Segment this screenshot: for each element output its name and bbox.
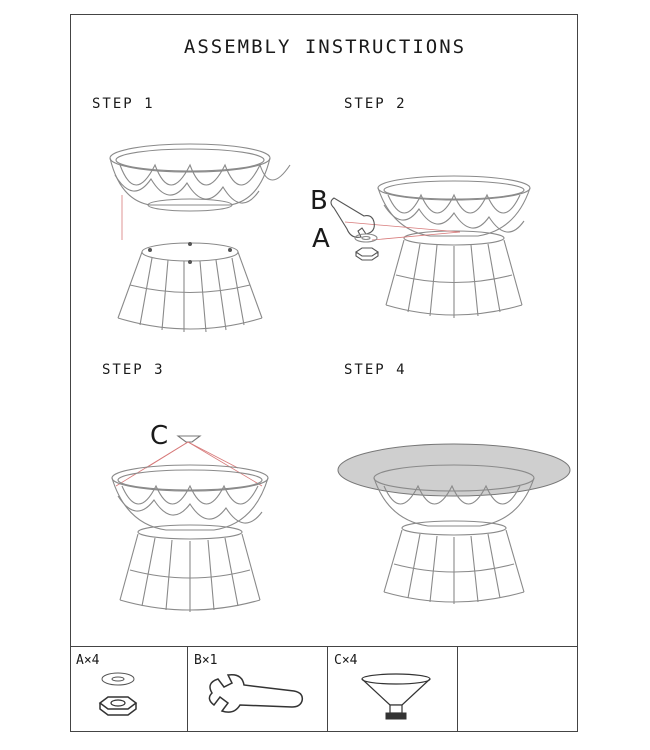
callout-b: B: [310, 186, 328, 216]
page-title: ASSEMBLY INSTRUCTIONS: [183, 36, 467, 58]
callout-a: A: [312, 224, 330, 254]
step-1-base: [118, 242, 262, 332]
part-a-label: A×4: [76, 653, 100, 668]
part-c-label: C×4: [334, 653, 358, 668]
step-3-illustration: [112, 436, 268, 612]
part-c-cell: [328, 647, 458, 732]
glass-pad-icon: [356, 669, 436, 729]
washer-nut-icon: [94, 667, 154, 727]
callout-c: C: [150, 421, 169, 451]
wrench-icon: [202, 673, 312, 723]
step-1-illustration: [110, 144, 290, 332]
step-4-illustration: [338, 444, 570, 604]
step-2-label: STEP 2: [344, 96, 407, 112]
step-1-top-bowl: [110, 144, 290, 211]
part-empty-cell: [458, 647, 578, 732]
step-2-illustration: [331, 176, 530, 318]
step-3-label: STEP 3: [102, 362, 165, 378]
part-b-label: B×1: [194, 653, 218, 668]
step-4-label: STEP 4: [344, 362, 407, 378]
step-1-label: STEP 1: [92, 96, 155, 112]
part-a-cell: [70, 647, 188, 732]
part-b-cell: [188, 647, 328, 732]
parts-table: [70, 646, 578, 732]
